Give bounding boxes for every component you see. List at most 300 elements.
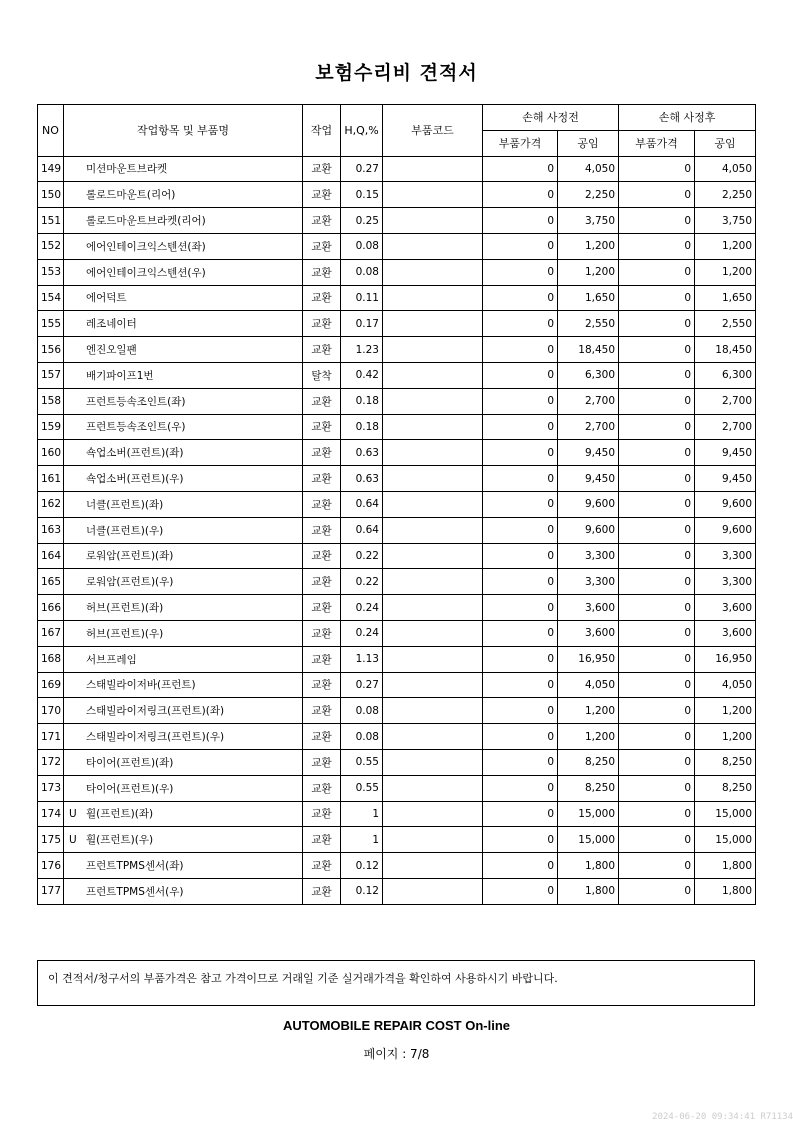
cell-used-mark: U [69,833,77,846]
cell-work: 교환 [303,337,341,363]
cell-work: 교환 [303,233,341,259]
cell-no: 155 [38,311,64,337]
cell-item-label: 타이어(프런트)(우) [86,782,174,795]
cell-before-part-price: 0 [483,466,558,492]
cell-before-labor: 18,450 [558,337,619,363]
cell-after-labor: 4,050 [695,156,756,182]
cell-before-labor: 1,200 [558,698,619,724]
cell-part-code [383,414,483,440]
cell-item-name [64,414,303,440]
cell-item-label: 프런트등속조인트(우) [86,421,186,434]
cell-item-label: 로워암(프런트)(우) [86,576,174,589]
cell-hq: 0.25 [341,208,383,234]
cell-before-labor: 1,650 [558,285,619,311]
table-row [38,156,756,182]
cell-item-label: 에어덕트 [86,292,127,305]
cell-item-label: 롤로드마운트(리어) [86,189,176,202]
cell-after-part-price: 0 [619,208,695,234]
cell-part-code [383,646,483,672]
cell-no: 167 [38,620,64,646]
cell-no: 163 [38,517,64,543]
cell-hq: 0.15 [341,182,383,208]
cell-before-part-price: 0 [483,491,558,517]
cell-work: 탈착 [303,362,341,388]
cell-hq: 0.22 [341,569,383,595]
cell-no: 150 [38,182,64,208]
cell-item-name [64,853,303,879]
cell-part-code [383,775,483,801]
cell-after-part-price: 0 [619,156,695,182]
cell-no: 165 [38,569,64,595]
cell-item-label: 휠(프런트)(좌) [86,808,154,821]
table-row [38,827,756,853]
table-row [38,775,756,801]
cell-work: 교환 [303,646,341,672]
cell-before-labor: 2,250 [558,182,619,208]
cell-after-part-price: 0 [619,388,695,414]
cell-item-name [64,569,303,595]
cell-after-part-price: 0 [619,827,695,853]
cell-work: 교환 [303,285,341,311]
cell-after-labor: 8,250 [695,749,756,775]
cell-hq: 0.64 [341,491,383,517]
cell-item-name [64,259,303,285]
cell-hq: 0.11 [341,285,383,311]
cell-item-label: 서브프레임 [86,653,137,666]
cell-no: 156 [38,337,64,363]
cell-before-labor: 3,600 [558,595,619,621]
cell-after-labor: 1,200 [695,259,756,285]
cell-after-labor: 2,550 [695,311,756,337]
cell-item-label: 휠(프런트)(우) [86,834,154,847]
cell-work: 교환 [303,311,341,337]
cell-work: 교환 [303,595,341,621]
cell-after-labor: 2,700 [695,414,756,440]
cell-before-part-price: 0 [483,724,558,750]
cell-after-part-price: 0 [619,698,695,724]
cell-no: 159 [38,414,64,440]
cell-work: 교환 [303,620,341,646]
cell-before-labor: 1,800 [558,878,619,904]
cell-part-code [383,233,483,259]
cell-hq: 0.12 [341,853,383,879]
cell-after-labor: 1,650 [695,285,756,311]
cell-after-labor: 9,450 [695,466,756,492]
cell-item-name [64,801,303,827]
cell-after-labor: 9,600 [695,517,756,543]
cell-work: 교환 [303,672,341,698]
cell-hq: 0.08 [341,233,383,259]
table-row [38,595,756,621]
cell-item-label: 스태빌라이저링크(프런트)(우) [86,731,225,744]
table-row [38,569,756,595]
cell-item-name [64,233,303,259]
cell-before-labor: 16,950 [558,646,619,672]
cell-after-part-price: 0 [619,233,695,259]
cell-before-labor: 2,700 [558,388,619,414]
cell-hq: 0.63 [341,466,383,492]
cell-before-labor: 2,550 [558,311,619,337]
cell-before-labor: 3,750 [558,208,619,234]
table-row [38,182,756,208]
table-row [38,440,756,466]
cell-item-label: 로워암(프런트)(좌) [86,550,174,563]
cell-part-code [383,569,483,595]
cell-before-labor: 4,050 [558,672,619,698]
cell-before-labor: 8,250 [558,775,619,801]
cell-no: 153 [38,259,64,285]
cell-item-name [64,878,303,904]
header-after-adjustment: 손해 사정후 [619,105,756,131]
cell-before-part-price: 0 [483,337,558,363]
cell-work: 교환 [303,698,341,724]
cell-before-part-price: 0 [483,517,558,543]
table-row [38,646,756,672]
cell-work: 교환 [303,491,341,517]
cell-no: 172 [38,749,64,775]
cell-before-labor: 1,200 [558,233,619,259]
cell-before-part-price: 0 [483,414,558,440]
cell-item-label: 배기파이프1번 [86,369,154,382]
cell-hq: 0.55 [341,749,383,775]
cell-after-part-price: 0 [619,620,695,646]
table-row [38,208,756,234]
cell-item-label: 에어인테이크익스텐션(좌) [86,240,206,253]
cell-work: 교환 [303,466,341,492]
cell-item-name [64,698,303,724]
cell-hq: 1.13 [341,646,383,672]
page-number: 페이지 : 7/8 [363,1047,430,1061]
cell-hq: 0.24 [341,595,383,621]
cell-part-code [383,337,483,363]
cell-before-part-price: 0 [483,827,558,853]
cell-after-labor: 6,300 [695,362,756,388]
cell-no: 168 [38,646,64,672]
cell-before-labor: 6,300 [558,362,619,388]
table-row [38,724,756,750]
cell-hq: 0.27 [341,156,383,182]
cell-no: 161 [38,466,64,492]
cell-part-code [383,878,483,904]
cell-after-labor: 3,300 [695,543,756,569]
cell-after-labor: 3,600 [695,595,756,621]
cell-item-label: 너클(프런트)(좌) [86,498,164,511]
cell-part-code [383,595,483,621]
cell-before-part-price: 0 [483,285,558,311]
cell-hq: 0.55 [341,775,383,801]
cell-after-part-price: 0 [619,749,695,775]
cell-part-code [383,672,483,698]
cell-item-name [64,311,303,337]
document-title: 보험수리비 견적서 [315,62,478,84]
cell-item-label: 미션마운트브라켓 [86,163,168,176]
cell-item-label: 쇽업소버(프런트)(좌) [86,447,184,460]
cell-work: 교환 [303,259,341,285]
cell-part-code [383,259,483,285]
cell-item-label: 너클(프런트)(우) [86,524,164,537]
cell-hq: 1 [341,801,383,827]
cell-work: 교환 [303,182,341,208]
cell-before-labor: 9,450 [558,440,619,466]
cell-before-labor: 8,250 [558,749,619,775]
cell-work: 교환 [303,440,341,466]
table-row [38,337,756,363]
cell-after-part-price: 0 [619,414,695,440]
cell-item-name [64,156,303,182]
footer-brand: AUTOMOBILE REPAIR COST On-line [282,1018,511,1033]
cell-hq: 1 [341,827,383,853]
table-row [38,311,756,337]
header-before-labor: 공임 [558,130,619,156]
cell-after-part-price: 0 [619,337,695,363]
cell-part-code [383,801,483,827]
cell-after-labor: 15,000 [695,801,756,827]
cell-after-labor: 1,800 [695,853,756,879]
cell-after-labor: 2,250 [695,182,756,208]
cell-before-labor: 1,200 [558,724,619,750]
cell-item-label: 레조네이터 [86,318,137,331]
cell-part-code [383,491,483,517]
cell-part-code [383,543,483,569]
cell-after-part-price: 0 [619,466,695,492]
cell-after-part-price: 0 [619,440,695,466]
cell-hq: 0.42 [341,362,383,388]
cell-part-code [383,208,483,234]
cell-before-labor: 9,450 [558,466,619,492]
cell-hq: 0.27 [341,672,383,698]
header-after-labor: 공임 [695,130,756,156]
cell-item-label: 허브(프런트)(우) [86,627,164,640]
cell-item-name [64,362,303,388]
cell-item-label: 타이어(프런트)(좌) [86,756,174,769]
cell-before-part-price: 0 [483,182,558,208]
cell-before-part-price: 0 [483,749,558,775]
cell-hq: 0.12 [341,878,383,904]
cell-work: 교환 [303,775,341,801]
cell-no: 149 [38,156,64,182]
cell-work: 교환 [303,569,341,595]
cell-part-code [383,827,483,853]
cell-after-labor: 3,750 [695,208,756,234]
cell-before-part-price: 0 [483,775,558,801]
cell-after-part-price: 0 [619,543,695,569]
cell-no: 157 [38,362,64,388]
cell-work: 교환 [303,414,341,440]
cell-no: 162 [38,491,64,517]
cell-after-labor: 8,250 [695,775,756,801]
cell-no: 169 [38,672,64,698]
cell-item-name [64,672,303,698]
cell-hq: 0.17 [341,311,383,337]
header-part-code: 부품코드 [383,105,483,157]
header-no: NO [38,105,64,157]
cell-hq: 1.23 [341,337,383,363]
cell-item-label: 엔진오일팬 [86,344,137,357]
cell-before-part-price: 0 [483,853,558,879]
cell-part-code [383,362,483,388]
cell-part-code [383,182,483,208]
header-work: 작업 [303,105,341,157]
cell-before-part-price: 0 [483,388,558,414]
estimate-table [37,104,756,905]
cell-work: 교환 [303,543,341,569]
cell-no: 164 [38,543,64,569]
cell-item-name [64,646,303,672]
table-row [38,466,756,492]
cell-after-part-price: 0 [619,724,695,750]
table-row [38,388,756,414]
cell-before-part-price: 0 [483,362,558,388]
cell-hq: 0.24 [341,620,383,646]
cell-before-part-price: 0 [483,208,558,234]
cell-after-labor: 9,600 [695,491,756,517]
cell-no: 171 [38,724,64,750]
header-hq: H,Q,% [341,105,383,157]
cell-before-labor: 3,300 [558,543,619,569]
cell-after-part-price: 0 [619,491,695,517]
cell-after-part-price: 0 [619,775,695,801]
cell-item-label: 스태빌라이저링크(프런트)(좌) [86,705,225,718]
cell-before-labor: 1,200 [558,259,619,285]
cell-hq: 0.08 [341,724,383,750]
cell-item-label: 프런트TPMS센서(좌) [86,860,184,872]
cell-before-labor: 9,600 [558,517,619,543]
cell-after-part-price: 0 [619,182,695,208]
cell-work: 교환 [303,878,341,904]
cell-before-labor: 3,300 [558,569,619,595]
cell-before-part-price: 0 [483,543,558,569]
cell-no: 177 [38,878,64,904]
cell-before-labor: 15,000 [558,827,619,853]
cell-no: 173 [38,775,64,801]
cell-hq: 0.18 [341,388,383,414]
table-row [38,285,756,311]
cell-after-part-price: 0 [619,878,695,904]
cell-after-labor: 1,800 [695,878,756,904]
cell-item-name [64,440,303,466]
cell-no: 152 [38,233,64,259]
cell-no: 170 [38,698,64,724]
header-before-adjustment: 손해 사정전 [483,105,619,131]
cell-used-mark: U [69,807,77,820]
cell-work: 교환 [303,749,341,775]
table-row [38,698,756,724]
cell-before-part-price: 0 [483,646,558,672]
cell-before-part-price: 0 [483,311,558,337]
cell-before-part-price: 0 [483,156,558,182]
cell-before-part-price: 0 [483,672,558,698]
cell-work: 교환 [303,853,341,879]
cell-after-labor: 16,950 [695,646,756,672]
price-notice: 이 견적서/청구서의 부품가격은 참고 가격이므로 거래일 기준 실거래가격을 확인하여 사용하시기 바랍니다. [37,960,755,1006]
cell-hq: 0.22 [341,543,383,569]
cell-part-code [383,620,483,646]
cell-after-part-price: 0 [619,853,695,879]
cell-after-part-price: 0 [619,311,695,337]
table-row [38,362,756,388]
cell-work: 교환 [303,156,341,182]
table-row [38,543,756,569]
cell-after-labor: 15,000 [695,827,756,853]
cell-part-code [383,311,483,337]
cell-item-name [64,595,303,621]
cell-item-name [64,285,303,311]
table-row [38,749,756,775]
cell-part-code [383,466,483,492]
cell-item-label: 프런트TPMS센서(우) [86,885,184,898]
cell-before-part-price: 0 [483,569,558,595]
cell-before-part-price: 0 [483,259,558,285]
cell-item-label: 쇽업소버(프런트)(우) [86,473,184,486]
cell-no: 151 [38,208,64,234]
cell-before-labor: 3,600 [558,620,619,646]
cell-item-name [64,724,303,750]
cell-before-part-price: 0 [483,233,558,259]
cell-before-part-price: 0 [483,440,558,466]
cell-before-labor: 4,050 [558,156,619,182]
cell-item-name [64,388,303,414]
cell-hq: 0.63 [341,440,383,466]
cell-after-part-price: 0 [619,259,695,285]
header-item: 작업항목 및 부품명 [64,105,303,157]
table-row [38,233,756,259]
table-row [38,517,756,543]
cell-item-name [64,491,303,517]
cell-hq: 0.18 [341,414,383,440]
cell-before-labor: 1,800 [558,853,619,879]
header-after-part-price: 부품가격 [619,130,695,156]
cell-after-part-price: 0 [619,569,695,595]
table-row [38,414,756,440]
cell-part-code [383,440,483,466]
cell-item-name [64,466,303,492]
print-timestamp: 2024-06-20 09:34:41 R71134 [652,1112,793,1122]
cell-item-name [64,775,303,801]
cell-after-labor: 2,700 [695,388,756,414]
cell-after-labor: 1,200 [695,724,756,750]
cell-item-label: 롤로드마운트브라켓(리어) [86,215,206,228]
cell-item-name [64,517,303,543]
table-row [38,259,756,285]
cell-work: 교환 [303,208,341,234]
cell-part-code [383,698,483,724]
cell-item-label: 프런트등속조인트(좌) [86,395,186,408]
cell-item-name [64,543,303,569]
cell-after-part-price: 0 [619,801,695,827]
cell-no: 154 [38,285,64,311]
cell-no: 160 [38,440,64,466]
cell-part-code [383,388,483,414]
cell-before-labor: 2,700 [558,414,619,440]
header-before-part-price: 부품가격 [483,130,558,156]
cell-item-label: 허브(프런트)(좌) [86,602,164,615]
cell-before-labor: 9,600 [558,491,619,517]
cell-after-labor: 3,600 [695,620,756,646]
cell-before-part-price: 0 [483,595,558,621]
cell-after-labor: 1,200 [695,233,756,259]
table-row [38,491,756,517]
cell-after-part-price: 0 [619,285,695,311]
cell-hq: 0.08 [341,259,383,285]
table-row [38,853,756,879]
cell-no: 175 [38,827,64,853]
cell-after-labor: 1,200 [695,698,756,724]
cell-after-labor: 9,450 [695,440,756,466]
estimate-rows [38,156,756,904]
cell-item-label: 에어인테이크익스텐션(우) [86,266,206,279]
cell-item-name [64,337,303,363]
cell-work: 교환 [303,827,341,853]
